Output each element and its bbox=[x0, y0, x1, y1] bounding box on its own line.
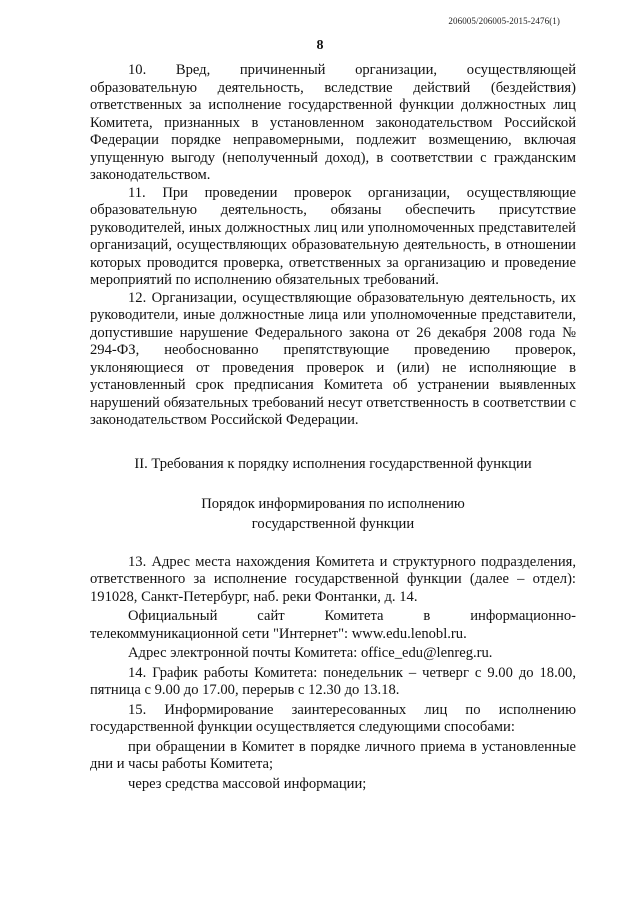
paragraph-15: 15. Информирование заинтересованных лиц по исполнению государственной функции осуществляется следующими способами: bbox=[90, 701, 576, 735]
document-body bbox=[90, 62, 576, 793]
section-title: II. Требования к порядку исполнения государственной функции bbox=[134, 455, 532, 472]
paragraph-personal-reception: при обращении в Комитет в порядке личного приема в установленные дни и часы работы Комитета; bbox=[90, 738, 576, 772]
paragraph-10: 10. Вред, причиненный организации, осуществляющей образовательную деятельность, вследствие действий (бездействия) ответственных за исполнение государственной функции должностных лиц Комитета, признанных в установленном законодательством Российской Федерации порядке неправомерными, подлежит возмещению, включая упущенную выгоду (неполученный доход), в соответствии с гражданским законодательством. bbox=[90, 62, 576, 183]
paragraph-12: 12. Организации, осуществляющие образовательную деятельность, их руководители, иные должностные лица или уполномоченные представители, допустившие нарушение Федерального закона от 26 декабря 2008 года № 294-ФЗ, необоснованно препятствующие проведению проверок, уклоняющиеся от проведения проверок и (или) не исполняющие в установленный срок предписания Комитета об устранении выявленных нарушений обязательных требований несут ответственность в соответствии с законодательством Российской Федерации. bbox=[90, 289, 576, 428]
page-number: 8 bbox=[316, 38, 324, 53]
paragraph-13: 13. Адрес места нахождения Комитета и структурного подразделения, ответственного за исполнение государственной функции (далее – отдел): 191028, Санкт-Петербург, наб. реки Фонтанки, д. 14. bbox=[90, 553, 576, 605]
subsection-title-line2: государственной функции bbox=[251, 515, 415, 532]
paragraph-11: 11. При проведении проверок организации, осуществляющие образовательную деятельность, обязаны обеспечить присутствие руководителей, иных должностных лиц или уполномоченных представителей организаций, осуществляющих образовательную деятельность, в отношении которых проводится проверка, ответственных за организацию и проведение мероприятий по исполнению обязательных требований. bbox=[90, 184, 576, 288]
paragraph-mass-media: через средства массовой информации; bbox=[128, 775, 367, 792]
paragraph-website: Официальный сайт Комитета в информационно-телекоммуникационной сети "Интернет": www.edu.lenobl.ru. bbox=[90, 608, 576, 642]
document-number: 206005/206005-2015-2476(1) bbox=[448, 16, 560, 26]
subsection-title-line1: Порядок информирования по исполнению bbox=[201, 495, 465, 512]
paragraph-14: 14. График работы Комитета: понедельник – четверг с 9.00 до 18.00, пятница с 9.00 до 17.00, перерыв с 12.30 до 13.18. bbox=[90, 664, 576, 698]
paragraph-email: Адрес электронной почты Комитета: office_edu@lenreg.ru. bbox=[128, 645, 493, 661]
